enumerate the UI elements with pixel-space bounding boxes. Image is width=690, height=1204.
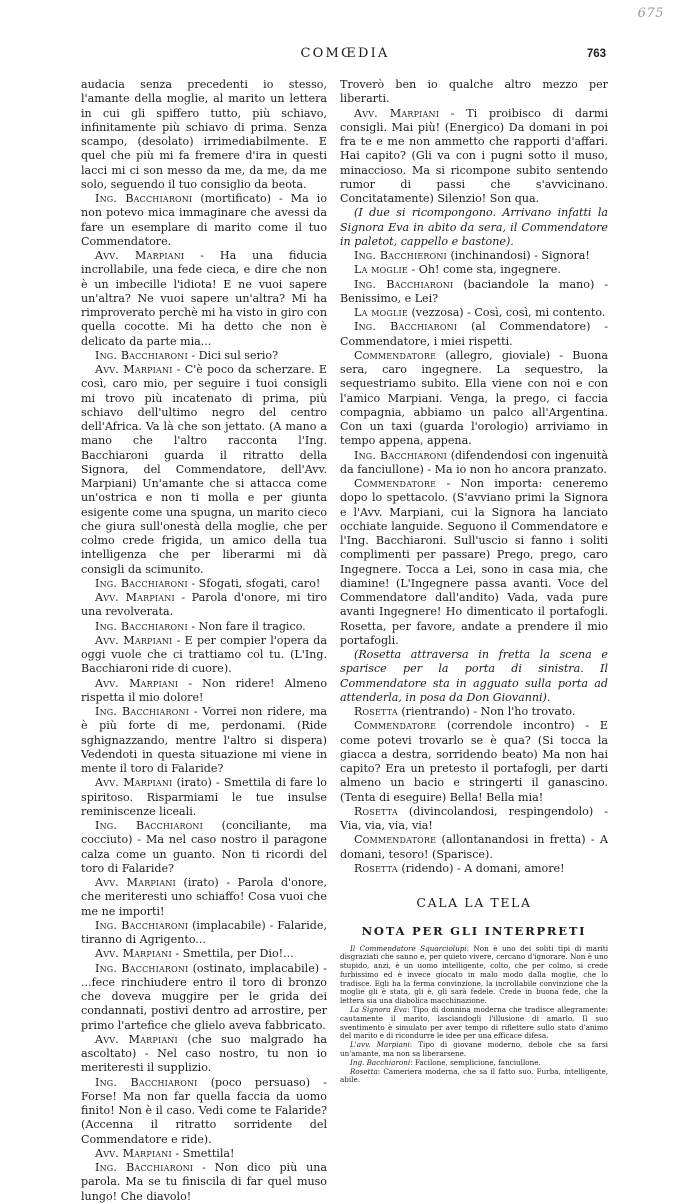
line-text: (poco persuaso) - Forse! Ma non far quella faccia da uomo finito! Non è il caso. Vedi come te Falaride? (Accenna il ritratto sorridente del Commendatore e ride). xyxy=(81,1075,327,1146)
note-text: : Cameriera moderna, che sa il fatto suo. Furba, intelligente, abile. xyxy=(340,1066,608,1085)
line-text: - Non ridere! Almeno rispetta il mio dolore! xyxy=(81,676,327,704)
speaker-name: Rosetta xyxy=(354,705,398,718)
speaker-name: Avv. Marpiani xyxy=(354,106,440,120)
line-text: - Vorrei non ridere, ma è più forte di me, perdonami. (Ride sghignazzando, mentre l'altro si dispera) Vedendoti in questa situazione mi viene in mente il toro di Falaride? xyxy=(81,705,327,775)
line-text: - Non dico più una parola. Ma se tu finiscila di far quel muso lungo! Che diavolo! xyxy=(81,1161,327,1203)
line-text: (divincolandosi, respingendolo) - Via, via, via, via! xyxy=(340,804,608,832)
speaker-name: Avv. Marpiani xyxy=(95,591,175,604)
line-text: (vezzosa) - Così, così, mi contento. xyxy=(411,306,606,319)
dialogue-line xyxy=(340,349,608,449)
line-text: (baciandole la mano) - Benissimo, e Lei? xyxy=(340,277,609,305)
speaker-name: Commendatore xyxy=(354,477,437,490)
line-text: (mortificato) - Ma io non potevo mica immaginare che avessi da fare un esemplare di marito come il tuo Commendatore. xyxy=(81,192,328,248)
right-column xyxy=(340,78,608,1085)
dialogue-line xyxy=(340,833,608,862)
speaker-name: Ing. Bacchiaroni xyxy=(95,705,190,718)
speaker-name: Rosetta xyxy=(354,804,398,818)
dialogue-line xyxy=(81,876,327,919)
notes-for-performers xyxy=(340,945,608,1086)
speaker-name: Avv. Marpiani xyxy=(95,249,185,262)
line-text: Troverò ben io qualche altro mezzo per liberarti. xyxy=(340,78,608,106)
line-text: (irato) - Smettila di fare lo spiritoso. Risparmiami le tue insulse reminiscenze liceali. xyxy=(81,776,327,818)
dialogue-line xyxy=(340,107,608,207)
line-text: (implacabile) - Falaride, tiranno di Agrigento... xyxy=(81,918,327,946)
dialogue-line xyxy=(340,306,608,320)
note-entry xyxy=(340,1006,608,1041)
dialogue-line xyxy=(81,947,327,961)
line-text: (I due si ricompongono. Arrivano infatti la Signora Eva in abito da sera, il Commendatore in paletot, cappello e bastone). xyxy=(340,206,608,248)
line-text: (ostinato, implacabile) - ...fece rinchiudere entro il toro di bronzo che doveva muggire per le grida dei condannati, postivi dentro ad arrostire, per primo l'artefice che glielo aveva fabbricato. xyxy=(81,961,327,1032)
speaker-name: La moglie xyxy=(354,263,408,277)
speaker-name: Ing. Bacchiaroni xyxy=(95,576,188,590)
speaker-name: Ing. Bacchiaroni xyxy=(95,918,189,932)
speaker-name: Rosetta xyxy=(354,861,398,875)
dialogue-line xyxy=(81,705,327,776)
speaker-name: Ing. Bacchieroni xyxy=(354,249,447,262)
line-text: - Sfogati, sfogati, caro! xyxy=(191,576,321,590)
dialogue-line xyxy=(340,477,608,648)
line-text: - E per compier l'opera da oggi vuole che ci trattiamo col tu. (L'Ing. Bacchiaroni ride di cuore). xyxy=(81,633,327,676)
speaker-name: Avv. Marpiani xyxy=(95,676,179,690)
dialogue-line xyxy=(340,320,608,349)
line-text: - Smettila, per Dio!... xyxy=(175,947,294,961)
dialogue-line xyxy=(340,805,608,834)
continued-speech xyxy=(81,78,327,192)
note-role: L'avv. Marpiani xyxy=(350,1040,410,1050)
note-entry xyxy=(340,945,608,1007)
speaker-name: Ing. Bacchiaroni xyxy=(95,961,189,975)
speaker-name: La moglie xyxy=(354,306,408,319)
dialogue-line xyxy=(81,192,327,249)
dialogue-line xyxy=(81,634,327,677)
page-number: 763 xyxy=(586,48,606,60)
line-text: (difendendosi con ingenuità da fanciullone) - Ma io non ho ancora pranzato. xyxy=(340,448,608,476)
dialogue-line xyxy=(81,819,327,876)
handwritten-note: 675 xyxy=(637,6,664,21)
speaker-name: Avv. Marpiani xyxy=(95,633,173,647)
dialogue-line xyxy=(81,776,327,819)
line-text: - Parola d'onore, mi tiro una revolverata. xyxy=(81,591,327,619)
note-role: La Signora Eva xyxy=(350,1005,408,1015)
line-text: - C'è poco da scherzare. E così, caro mio, per seguire i tuoi consigli mi trovo più incatenato di prima, più schiavo dell'ultimo negro del centro dell'Africa. Va là che son jettato. (A mano a mano che l'altro racconta l'Ing. Bacchiaroni guarda il ritratto della Signora, del Commendatore, dell'Avv. Marpiani) Un'amante che si attacca come un'ostrica e non ti molla e per giunta esigente come una spugna, un marito cieco che giura sull'onestà della moglie, che per colmo crede frigida, un amico della tua intelligenza che per liberarmi mi dà consigli da scimunito. xyxy=(81,363,327,576)
dialogue-line xyxy=(81,1161,327,1204)
line-text: - Ha una fiducia incrollabile, una fede cieca, e dire che non è un imbecille l'idiota! E ne vuoi sapere un'altra? Ne vuoi sapere un'altra? Mi ha rimproverato perchè mi ha visto in giro con quella cocotte. Mi ha detto che non è delicato da parte mia... xyxy=(81,249,327,348)
dialogue-line xyxy=(81,1033,327,1076)
page-header xyxy=(0,46,690,66)
line-text: (al Commendatore) - Commendatore, i miei rispetti. xyxy=(340,320,609,348)
line-text: - Ti proibisco di darmi consigli. Mai più! (Energico) Da domani in poi fra te e me non ammetto che rapporti d'affari. Hai capito? (Gli va con i pugni sotto il muso, minaccioso. Ma si ricompone subito sentendo rumor di passi che s'avvicinano. Concitatamente) Silenzio! Son qua. xyxy=(340,106,608,205)
line-text: (allontanandosi in fretta) - A domani, tesoro! (Sparisce). xyxy=(340,833,608,861)
stage-direction xyxy=(340,648,608,705)
note-entry xyxy=(340,1068,608,1086)
line-text: (correndole incontro) - E come potevi trovarlo se è qua? (Si tocca la giacca a destra, sorridendo beato) Ma non hai capito? Era un pretesto il portafogli, per darti almeno un bacio e stringerti il ganascino. (Tenta di eseguire) Bella! Bella mia! xyxy=(340,719,608,804)
right-column-dialogue xyxy=(340,78,608,876)
line-text: (ridendo) - A domani, amore! xyxy=(401,861,565,875)
dialogue-line xyxy=(340,278,608,307)
line-text: (inchinandosi) - Signora! xyxy=(450,249,590,262)
speaker-name: Ing. Bacchiaroni xyxy=(354,320,458,334)
dialogue-line xyxy=(81,349,327,363)
line-text: (allegro, gioviale) - Buona sera, caro ingegnere. La sequestro, la sequestriamo subito. Ella viene con noi e con l'amico Marpiani. Venga, la prego, ci faccia compagnia, abbiamo un palco all'Argentina. Con un taxi (guarda l'orologio) arriviamo in tempo appena, appena. xyxy=(340,348,608,448)
speaker-name: Ing. Bacchiaroni xyxy=(95,819,203,832)
speaker-name: Ing. Bacchiaroni xyxy=(95,348,188,362)
line-text: audacia senza precedenti io stesso, l'amante della moglie, al marito un lettera in cui gli spiffero tutto, più schiavo, infinitamente più schiavo di prima. Senza scampo, (desolato) irrimediabilmente. E quel che più mi fa fremere d'ira in questi lacci mi ci son messo da me, da me, da me solo, seguendo il tuo consiglio da beota. xyxy=(81,78,327,191)
speaker-name: Avv. Marpiani xyxy=(95,776,173,790)
line-text: (conciliante, ma cocciuto) - Ma nel caso nostro il paragone calza come un guanto. Non ti ricordi del toro di Falaride? xyxy=(81,819,327,875)
dialogue-line xyxy=(340,449,608,478)
dialogue-line xyxy=(81,919,327,948)
dialogue-line xyxy=(81,1147,327,1161)
dialogue-line xyxy=(340,249,608,263)
line-text: - Dici sul serio? xyxy=(191,348,279,362)
speaker-name: Ing. Bacchiaroni xyxy=(95,1075,198,1089)
note-text: : Facilone, semplicione, fanciullone. xyxy=(410,1057,541,1067)
dialogue-line xyxy=(340,705,608,719)
note-role: Il Commendatore Squarciolupi xyxy=(350,943,467,953)
dialogue-line xyxy=(340,862,608,876)
dialogue-line xyxy=(81,249,327,349)
note-entry xyxy=(340,1041,608,1059)
dialogue-line xyxy=(81,363,327,577)
line-text: - Non fare il tragico. xyxy=(191,619,306,633)
dialogue-line xyxy=(340,719,608,805)
speaker-name: Ing. Bacchiaroni xyxy=(95,192,193,205)
dialogue-line xyxy=(340,263,608,277)
notes-title: NOTA PER GLI INTERPRETI xyxy=(361,924,587,939)
dialogue-line xyxy=(81,620,327,634)
dialogue-line xyxy=(81,1076,327,1147)
note-text: : Non è uno dei soliti tipi di mariti disgraziati che sanno e, per quieto vivere, cercano d'ignorare. Non è uno stupido, anzi, è un uomo intelligente, colto, che per colmo, si crede furbissimo ed è invece giocato in malo modo dalla moglie, che lo tradisce. Egli ha la ferma convinzione, la incrollabile convinzione che la moglie gli è stata, gli è, gli sarà fedele. Crede in buona fede, che la lettera sia una diabolica macchinazione. xyxy=(340,943,608,1006)
speaker-name: Avv. Marpiani xyxy=(95,1032,178,1046)
speaker-name: Avv. Marpiani xyxy=(95,363,173,376)
speaker-name: Ing. Bacchiaroni xyxy=(95,619,188,633)
note-role: Ing. Bacchiaroni xyxy=(350,1057,411,1067)
stage-direction xyxy=(340,206,608,249)
line-text: - Oh! come sta, ingegnere. xyxy=(411,263,561,277)
curtain-line: CALA LA TELA xyxy=(416,895,532,910)
left-column xyxy=(81,78,327,1204)
speaker-name: Ing. Bacchiaroni xyxy=(95,1161,194,1174)
continued-speech xyxy=(340,78,608,107)
note-text: : Tipo di giovane moderno, debole che sa farsi un'amante, ma non sa liberarsene. xyxy=(340,1040,608,1059)
speaker-name: Avv. Marpiani xyxy=(95,947,172,961)
running-title: COMŒDIA xyxy=(300,46,390,61)
speaker-name: Commendatore xyxy=(354,833,437,847)
dialogue-line xyxy=(81,962,327,1033)
line-text: (rientrando) - Non l'ho trovato. xyxy=(401,705,576,718)
speaker-name: Avv. Marpiani xyxy=(95,1146,172,1160)
speaker-name: Avv. Marpiani xyxy=(95,876,176,889)
dialogue-line xyxy=(81,677,327,706)
note-text: : Tipo di donnina moderna che tradisce allegramente: cautamente il marito, lasciandogli l'illusione di amarlo. Il suo sventimento è simulato per aver tempo di riflettere sullo stato d'animo del marito e di ricondurre le idee per una efficace difesa. xyxy=(340,1005,608,1041)
note-role: Rosetta xyxy=(350,1066,378,1076)
speaker-name: Ing. Bacchiaroni xyxy=(354,448,448,462)
line-text: - Smettila! xyxy=(175,1146,235,1160)
speaker-name: Commendatore xyxy=(354,348,437,362)
line-text: - Non importa: ceneremo dopo lo spettacolo. (S'avviano primi la Signora e l'Avv. Marpiani, cui la Signora ha lanciato occhiate languide. Seguono il Commendatore e l'Ing. Bacchiaroni. Sull'uscio si fanno i soliti complimenti per passare) Prego, prego, caro Ingegnere. Tocca a Lei, sono in casa mia, che diamine! (L'Ingegnere passa avanti. Voce del Commendatore dall'andito) Vada, vada pure avanti Ingegnere! Ho dimenticato il portafogli. Rosetta, per favore, andate a prendere il mio portafogli. xyxy=(340,477,609,647)
line-text: (irato) - Parola d'onore, che meriteresti uno schiaffo! Cosa vuoi che me ne importi! xyxy=(81,876,327,918)
dialogue-line xyxy=(81,577,327,591)
dialogue-line xyxy=(81,591,327,620)
line-text: (Rosetta attraversa in fretta la scena e sparisce per la porta di sinistra. Il Commendatore sta in agguato sulla porta ad attenderla, in posa da Don Giovanni). xyxy=(340,648,608,704)
speaker-name: Commendatore xyxy=(354,719,437,733)
speaker-name: Ing. Bacchiaroni xyxy=(354,277,454,291)
line-text: (che suo malgrado ha ascoltato) - Nel caso nostro, tu non io meriteresti il supplizio. xyxy=(81,1032,327,1075)
